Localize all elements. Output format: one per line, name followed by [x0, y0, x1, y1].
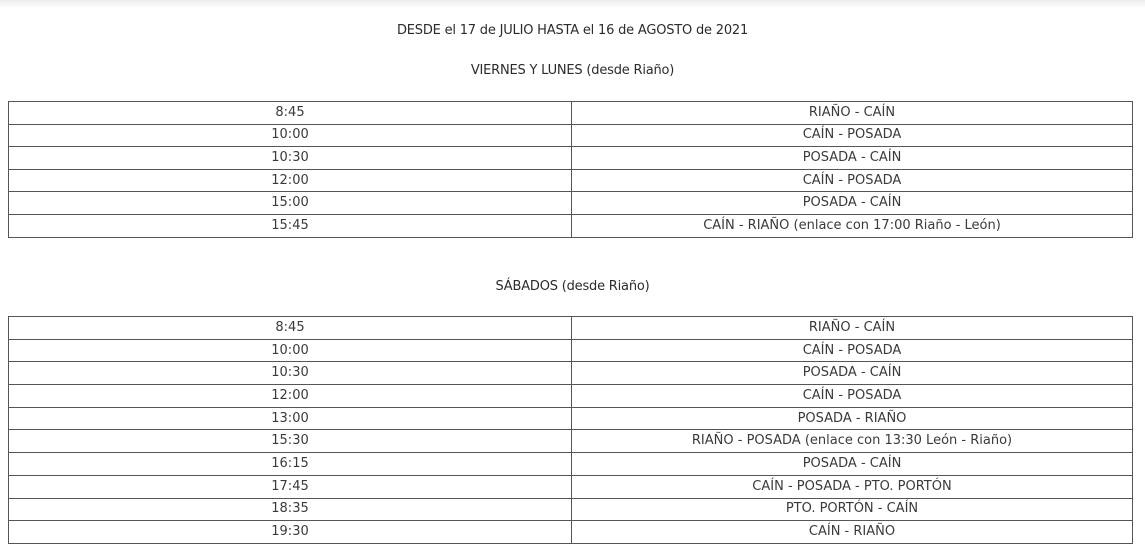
table-row — [9, 407, 1133, 430]
departure-time: 13:00 — [9, 407, 572, 430]
table-row — [9, 362, 1133, 385]
departure-time: 17:45 — [9, 475, 572, 498]
departure-time: 18:35 — [9, 498, 572, 521]
table-row — [9, 385, 1133, 408]
route: POSADA - CAÍN — [572, 147, 1133, 170]
section-title-viernes-lunes: VIERNES Y LUNES (desde Riaño) — [470, 63, 675, 78]
departure-time: 10:30 — [9, 147, 572, 170]
route: CAÍN - POSADA — [572, 385, 1133, 408]
period-title: DESDE el 17 de JULIO HASTA el 16 de AGOSTO de 2021 — [396, 23, 749, 38]
departure-time: 12:00 — [9, 169, 572, 192]
table-row — [9, 339, 1133, 362]
schedule-table-viernes-lunes — [8, 101, 1133, 238]
departure-time: 12:00 — [9, 385, 572, 408]
route: CAÍN - POSADA — [572, 124, 1133, 147]
top-shade — [0, 0, 1145, 8]
table-row — [9, 214, 1133, 237]
table-row — [9, 453, 1133, 476]
table-row — [9, 521, 1133, 544]
table-row — [9, 430, 1133, 453]
route: PTO. PORTÓN - CAÍN — [572, 498, 1133, 521]
route: RIAÑO - POSADA (enlace con 13:30 León - Riaño) — [572, 430, 1133, 453]
table-row — [9, 147, 1133, 170]
table-row — [9, 475, 1133, 498]
departure-time: 10:30 — [9, 362, 572, 385]
table-row — [9, 498, 1133, 521]
route: POSADA - CAÍN — [572, 362, 1133, 385]
route: RIAÑO - CAÍN — [572, 102, 1133, 125]
departure-time: 15:45 — [9, 214, 572, 237]
table-row — [9, 169, 1133, 192]
route: RIAÑO - CAÍN — [572, 317, 1133, 340]
route: POSADA - CAÍN — [572, 453, 1133, 476]
departure-time: 16:15 — [9, 453, 572, 476]
route: CAÍN - RIAÑO — [572, 521, 1133, 544]
departure-time: 15:30 — [9, 430, 572, 453]
departure-time: 8:45 — [9, 317, 572, 340]
departure-time: 10:00 — [9, 124, 572, 147]
section-title-sabados: SÁBADOS (desde Riaño) — [495, 279, 650, 294]
route: POSADA - RIAÑO — [572, 407, 1133, 430]
route: CAÍN - RIAÑO (enlace con 17:00 Riaño - León) — [572, 214, 1133, 237]
schedule-table-sabados — [8, 316, 1133, 544]
departure-time: 15:00 — [9, 192, 572, 215]
route: CAÍN - POSADA — [572, 169, 1133, 192]
departure-time: 8:45 — [9, 102, 572, 125]
table-row — [9, 317, 1133, 340]
route: CAÍN - POSADA - PTO. PORTÓN — [572, 475, 1133, 498]
table-row — [9, 124, 1133, 147]
departure-time: 10:00 — [9, 339, 572, 362]
table-row — [9, 102, 1133, 125]
departure-time: 19:30 — [9, 521, 572, 544]
table-row — [9, 192, 1133, 215]
route: POSADA - CAÍN — [572, 192, 1133, 215]
route: CAÍN - POSADA — [572, 339, 1133, 362]
